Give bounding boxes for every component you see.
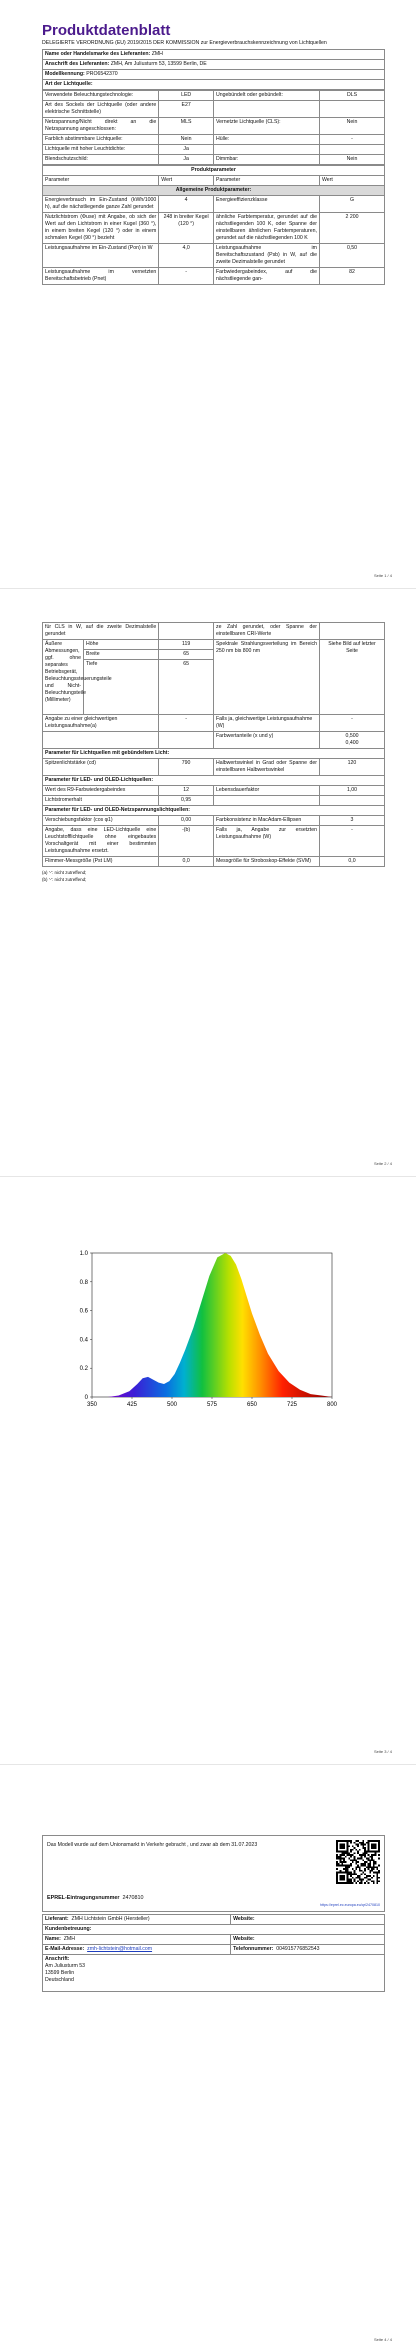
type-row <box>43 155 385 165</box>
type-value-2 <box>320 101 385 118</box>
type-value-2: - <box>320 135 385 145</box>
equiv-power-label <box>43 715 159 732</box>
service-website-label: Website: <box>233 1936 255 1943</box>
type-row <box>43 91 385 101</box>
market-text: Das Modell wurde auf dem Unionsmarkt in Verkehr gebracht , und zwar ab dem 31.07.2023 <box>47 1842 258 1848</box>
replacement-w-value: - <box>319 826 384 857</box>
spectral-label: Spektrale Strahlungsverteilung im Bereich 250 nm bis 800 nm <box>213 640 319 715</box>
param-value: - <box>159 268 214 285</box>
x-tick-label: 350 <box>86 1402 98 1408</box>
type-label: Art der Lichtquelle: <box>43 80 385 90</box>
mains-section-title: Parameter für LED- und OLED-Netzspannungslichtquellen: <box>43 806 385 816</box>
param-value: 248 in breiter Kegel (120 °) <box>159 213 214 244</box>
address-label: Anschrift des Lieferanten: <box>45 61 110 68</box>
dim-width-key: Breite <box>84 650 159 660</box>
flicker-value: 0,0 <box>159 857 214 867</box>
address-value: ZMH, Am Juliusturm 53, 13599 Berlin, DE <box>110 61 207 68</box>
y-tick-label: 0 <box>84 1395 88 1401</box>
dim-depth-value: 65 <box>159 660 214 715</box>
supplier-label: Lieferant: <box>45 1916 69 1922</box>
param-value-2: 2 200 <box>320 213 385 244</box>
sdcm-value: 3 <box>319 816 384 826</box>
footnote-b: (b) '-': nicht zutreffend; <box>42 877 87 883</box>
website-label: Website: <box>233 1916 255 1922</box>
eprel-row <box>47 1895 143 1901</box>
param-label: Leistungsaufnahme im vernetzten Bereitschaftsbetrieb (Pnet) <box>43 268 159 285</box>
beam-angle-value: 120 <box>319 759 384 776</box>
peak-intensity-value: 790 <box>159 759 214 776</box>
param-label: Energieverbrauch im Ein-Zustand (kWh/1000 h), auf die nächstliegende ganze Zahl gerundet <box>43 196 159 213</box>
param-value: 4,0 <box>159 244 214 268</box>
x-tick-label: 725 <box>286 1402 298 1408</box>
dim-height-key: Höhe <box>84 640 159 650</box>
param-value: 4 <box>159 196 214 213</box>
supplier-contact-table <box>42 1914 385 1992</box>
param-label: Leistungsaufnahme im Ein-Zustand (Pon) in W <box>43 244 159 268</box>
replacement-w-label: Falls ja, Angabe zur ersetzten Leistungsaufnahme (W) <box>213 826 319 857</box>
type-value: Ja <box>159 155 214 165</box>
dim-width-value: 65 <box>159 650 214 660</box>
peak-intensity-label: Spitzenlichtstärke (cd) <box>43 759 159 776</box>
col-value-header-2: Wert <box>320 176 385 186</box>
type-value-2: Nein <box>320 155 385 165</box>
equiv-power-w-label: Falls ja, gleichwertige Leistungsaufnahme (W) <box>213 715 319 732</box>
page-2 <box>0 588 416 1176</box>
x-tick-label: 575 <box>206 1402 218 1408</box>
address-line-2: 13599 Berlin <box>45 1970 75 1977</box>
type-label-2: Dimmbar: <box>213 155 319 165</box>
stroboscopic-value: 0,0 <box>319 857 384 867</box>
led-section-title: Parameter für LED- und OLED-Lichtquellen: <box>43 776 385 786</box>
eprel-number: 2470810 <box>122 1895 144 1901</box>
type-label: Blendschutzschild: <box>43 155 159 165</box>
address-line-1: Am Juliusturm 53 <box>45 1963 86 1970</box>
chromaticity-x: 0,500 <box>345 733 359 740</box>
x-tick-label: 800 <box>326 1402 338 1408</box>
equiv-power-value: - <box>159 715 214 732</box>
param-row <box>43 268 385 285</box>
type-label-2 <box>213 145 319 155</box>
type-label: Lichtquelle mit hoher Leuchtdichte: <box>43 145 159 155</box>
type-value: LED <box>159 91 214 101</box>
brand-value: ZMH <box>151 51 163 58</box>
y-tick-label: 0.6 <box>79 1308 88 1315</box>
param-value-2: 82 <box>320 268 385 285</box>
y-tick-label: 0.2 <box>79 1366 88 1373</box>
y-tick-label: 0.8 <box>79 1279 88 1286</box>
param-label-2: Energieeffizienzklasse <box>213 196 319 213</box>
page-3 <box>0 1176 416 1764</box>
power-factor-label: Verschiebungsfaktor (cos φ1) <box>43 816 159 826</box>
model-value: PRO6542370 <box>86 71 118 78</box>
equiv-power-w-value: - <box>319 715 384 732</box>
power-factor-value: 0,00 <box>159 816 214 826</box>
r9-value: 12 <box>159 786 214 796</box>
y-tick-label: 1.0 <box>79 1251 88 1257</box>
type-label: Art des Sockels der Lichtquelle (oder andere elektrische Schnittstelle) <box>43 101 159 118</box>
chromaticity-label: Farbwertanteile (x und y) <box>213 732 319 749</box>
page-1-content <box>42 22 385 285</box>
param-value-2: 0,50 <box>320 244 385 268</box>
address-label: Anschrift: <box>45 1956 70 1963</box>
flicker-label: Flimmer-Messgröße (Pst LM) <box>43 857 159 867</box>
type-value-2 <box>320 145 385 155</box>
page-number: Seite 2 / 4 <box>373 1161 392 1166</box>
phone-value: 004915776852543 <box>276 1946 320 1953</box>
param-label-2: ähnliche Farbtemperatur, gerundet auf die nächstliegenden 100 K, oder Spanne der einstellbaren ähnlichen Farbtemperaturen, gerundet auf die nächstliegenden 100 K <box>213 213 319 244</box>
dim-height-value: 119 <box>159 640 214 650</box>
dls-section-title: Parameter für Lichtquellen mit gebündeltem Licht: <box>43 749 385 759</box>
spectral-distribution-chart <box>70 1245 340 1415</box>
eprel-label: EPREL-Eintragungsnummer <box>47 1895 120 1901</box>
lumen-maint-label: Lichtstromerhalt <box>43 796 159 806</box>
equiv-power-text: Angabe zu einer gleichwertigen Leistungsaufnahme(a) <box>45 716 118 730</box>
type-row <box>43 101 385 118</box>
service-name-label: Name: <box>45 1936 61 1943</box>
params-section-title: Produktparameter <box>43 166 385 176</box>
type-label-2 <box>213 101 319 118</box>
address-line-3: Deutschland <box>45 1977 74 1984</box>
cls-standby-cont: für CLS in W, auf die zweite Dezimalstelle gerundet <box>43 623 159 640</box>
type-label: Netzspannung/Nicht direkt an die Netzspannung angeschlossen: <box>43 118 159 135</box>
param-row <box>43 196 385 213</box>
brand-label: Name oder Handelsmarke des Lieferanten: <box>45 51 151 58</box>
survival-value: 1,00 <box>319 786 384 796</box>
col-param-header: Parameter <box>43 176 159 186</box>
phone-label: Telefonnummer: <box>233 1946 274 1953</box>
x-tick-label: 500 <box>166 1402 178 1408</box>
type-value: Ja <box>159 145 214 155</box>
document-title: Produktdatenblatt <box>42 22 171 39</box>
footnotes <box>42 870 385 884</box>
type-row <box>43 118 385 135</box>
type-row <box>43 135 385 145</box>
page-4-content <box>42 1835 385 1992</box>
cri-cont: ze Zahl gerundet, oder Spanne der einstellbaren CRI-Werte <box>213 623 319 640</box>
param-row <box>43 244 385 268</box>
dimensions-label: Äußere Abmessungen, ggf. ohne separates Betriebsgerät, Beleuchtungssteuerungsteile und Nicht-Beleuchtungsteile (Millimeter) <box>43 640 84 715</box>
email-label: E-Mail-Adresse: <box>45 1946 85 1953</box>
type-row <box>43 145 385 155</box>
type-value-2: DLS <box>320 91 385 101</box>
regulation-intro: DELEGIERTE VERORDNUNG (EU) 2019/2015 DER KOMMISSION zur Energieverbrauchskennzeichnung von Lichtquellen <box>42 40 327 46</box>
customer-service-title: Kundenbetreuung: <box>43 1925 385 1935</box>
page-1 <box>0 0 416 588</box>
eprel-qr-code[interactable] <box>336 1840 380 1884</box>
x-tick-label: 425 <box>126 1402 138 1408</box>
replacement-label: Angabe, dass eine LED-Lichtquelle eine Leuchtstofflichtquelle ohne eingebautes Vorschaltgerät mit einer bestimmten Leistungsaufnahme ersetzt. <box>43 826 159 857</box>
param-value-2: G <box>320 196 385 213</box>
type-value: Nein <box>159 135 214 145</box>
survival-label: Lebensdauerfaktor <box>213 786 319 796</box>
email-link[interactable]: zmh-lichtstein@hotmail.com <box>87 1946 153 1953</box>
replacement-value: -(b) <box>159 826 214 857</box>
footnote-a: (a) '-': nicht zutreffend; <box>42 870 87 876</box>
type-label-2: Ungebündelt oder gebündelt: <box>213 91 319 101</box>
y-tick-label: 0.4 <box>79 1337 88 1344</box>
spectral-value: Siehe Bild auf letzter Seite <box>319 640 384 715</box>
eprel-url[interactable]: https://eprel.ec.europa.eu/qr/2470810 <box>320 1903 380 1907</box>
market-box <box>42 1835 385 1912</box>
chromaticity-y: 0,400 <box>345 740 359 747</box>
lumen-maint-value: 0,95 <box>159 796 214 806</box>
col-value-header: Wert <box>159 176 214 186</box>
page-2-content <box>42 622 385 884</box>
type-value: MLS <box>159 118 214 135</box>
type-value-2: Nein <box>320 118 385 135</box>
sdcm-label: Farbkonsistenz in MacAdam-Ellipsen <box>213 816 319 826</box>
model-label: Modellkennung: <box>45 71 85 78</box>
type-value: E27 <box>159 101 214 118</box>
type-label-2: Hülle: <box>213 135 319 145</box>
dim-depth-key: Tiefe <box>84 660 159 715</box>
page-number: Seite 1 / 4 <box>373 573 392 578</box>
page-number: Seite 4 / 4 <box>373 2337 392 2342</box>
type-label: Verwendete Beleuchtungstechnologie: <box>43 91 159 101</box>
params-table-continued <box>42 622 385 867</box>
param-label: Nutzlichtstrom (Φuse) mit Angabe, ob sich der Wert auf den Lichtstrom in einer Kugel (360 °), in einem breiten Kegel (120 °) oder in einem schmalen Kegel (90 °) bezieht <box>43 213 159 244</box>
service-name-value: ZMH <box>63 1936 75 1943</box>
supplier-value: ZMH Lichtstein GmbH (Hersteller) <box>71 1916 150 1922</box>
param-label-2: Farbwiedergabeindex, auf die nächstliegende gan- <box>213 268 319 285</box>
params-table <box>42 165 385 285</box>
r9-label: Wert des R9-Farbwiedergabeindex <box>43 786 159 796</box>
x-tick-label: 650 <box>246 1402 258 1408</box>
spectrum-area <box>108 1253 332 1397</box>
param-row <box>43 213 385 244</box>
col-param-header-2: Parameter <box>213 176 319 186</box>
type-label: Farblich abstimmbare Lichtquelle: <box>43 135 159 145</box>
page-number: Seite 3 / 4 <box>373 1749 392 1754</box>
page-4 <box>0 1764 416 2352</box>
param-label-2: Leistungsaufnahme im Bereitschaftszustand (Psb) in W, auf die zweite Dezimalstelle gerundet <box>213 244 319 268</box>
type-table <box>42 90 385 165</box>
beam-angle-label: Halbwertswinkel in Grad oder Spanne der einstellbaren Halbwertswinkel <box>213 759 319 776</box>
stroboscopic-label: Messgröße für Stroboskop-Effekte (SVM) <box>213 857 319 867</box>
general-params-title: Allgemeine Produktparameter: <box>43 186 385 196</box>
type-label-2: Vernetzte Lichtquelle (CLS): <box>213 118 319 135</box>
supplier-table <box>42 49 385 90</box>
